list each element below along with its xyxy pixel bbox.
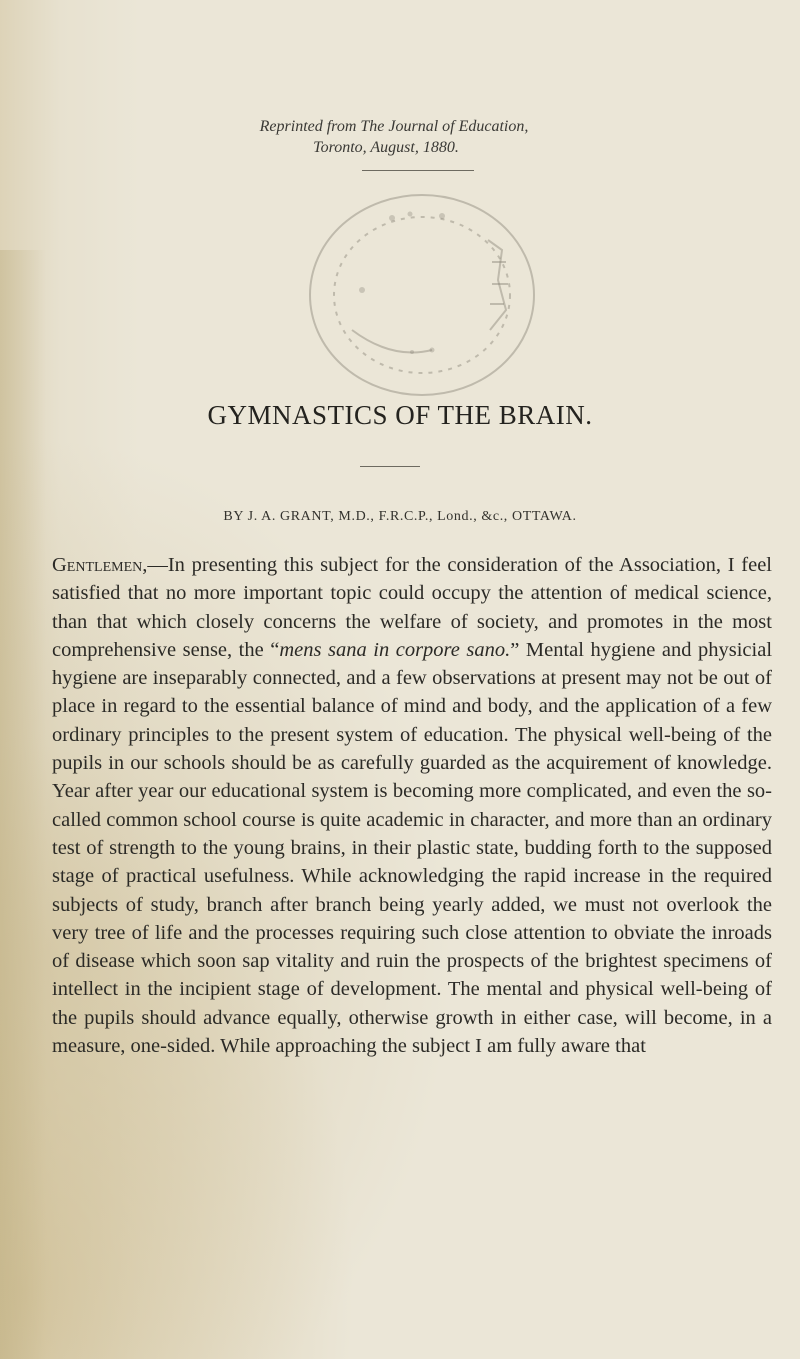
reprint-notice-line2: Toronto, August, 1880.	[313, 139, 459, 156]
article-body	[52, 551, 772, 1060]
article-title: GYMNASTICS OF THE BRAIN.	[207, 400, 593, 430]
body-text-part2: ” Mental hygiene and physicial hygiene are inseparably connected, and a few observations at present may not be out of place in regard to the essential balance of mind and body, and the application of a few ordinary principles to the present system of education. The physical well-being of the pupils in our schools should be as carefully guarded as the acquirement of knowledge. Year after year our educational system is becoming more complicated, and even the so-called common school course is quite academic in character, and more than an ordinary test of strength to the young brains, in their plastic state, budding forth to the supposed stage of practical usefulness. While acknowledging the rapid increase in the required subjects of study, branch after branch being yearly added, we must not overlook the very tree of life and the processes requiring such close attention to obviate the inroads of disease which soon sap vitality and ruin the prospects of the brightest specimens of intellect in the incipient stage of development. The mental and physical well-being of the pupils should advance equally, otherwise growth in either case, will become, in a measure, one-sided. While approaching the subject I am fully aware that	[52, 638, 773, 1058]
author-byline: BY J. A. GRANT, M.D., F.R.C.P., Lond., &c., OTTAWA.	[223, 509, 577, 524]
reprint-notice-line1: Reprinted from The Journal of Education,	[259, 118, 529, 135]
library-stamp-icon	[292, 180, 552, 420]
latin-phrase: mens sana in corpore sano.	[279, 638, 511, 661]
header-divider	[362, 170, 474, 171]
title-divider	[360, 466, 420, 467]
body-text-part1: —In presenting this subject for the consideration of the Association, I feel satisfied that no more important topic could occupy the attention of medical science, than that which closely concerns the welfare of society, and promotes in the most comprehensive sense, the “	[52, 554, 772, 661]
salutation: Gentlemen,	[52, 554, 148, 576]
